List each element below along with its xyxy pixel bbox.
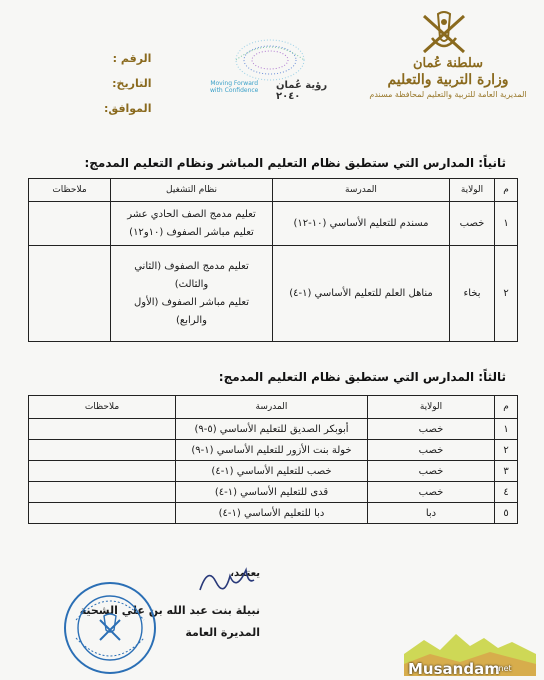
- row-gov: خصب: [368, 419, 495, 440]
- system-line: تعليم مباشر الصفوف (الأول: [133, 296, 249, 308]
- vision-title: رؤية عُمان: [276, 80, 328, 91]
- table-row: [29, 202, 518, 246]
- row-num: ٢: [495, 246, 518, 342]
- row-system: [111, 246, 273, 342]
- system-line: والرابع): [176, 314, 207, 326]
- row-gov: خصب: [368, 461, 495, 482]
- row-num: ١: [495, 202, 518, 246]
- system-line: والثالث): [174, 278, 209, 290]
- col-notes: ملاحظات: [29, 179, 111, 202]
- vision-swirl-icon: [210, 34, 330, 84]
- signatory-role: المديرة العامة: [185, 626, 260, 639]
- section3-title: ثالثاً: المدارس التي ستطبق نظام التعليم المدمج:: [218, 370, 506, 384]
- row-notes: [29, 202, 111, 246]
- handwritten-signature-icon: [196, 562, 256, 596]
- corresponding-label: الموافق:: [104, 102, 152, 115]
- ministry-directorate: المديرية العامة للتربية والتعليم لمحافظة مسندم: [369, 90, 527, 99]
- oman-emblem-icon: [414, 8, 474, 60]
- row-notes: [29, 440, 176, 461]
- ministry-name: وزارة التربية والتعليم: [387, 72, 509, 88]
- row-school: مسندم للتعليم الأساسي (١٠-١٢): [273, 202, 450, 246]
- section3-table: [28, 395, 518, 524]
- row-school: أبوبكر الصديق للتعليم الأساسي (٥-٩): [176, 419, 368, 440]
- system-line: تعليم مدمج الصف الحادي عشر: [127, 208, 256, 220]
- letter-meta: [104, 52, 151, 127]
- row-school: خولة بنت الأزور للتعليم الأساسي (١-٩): [176, 440, 368, 461]
- table-row: [29, 246, 518, 342]
- watermark-text: Musandam: [408, 660, 500, 678]
- system-line: تعليم مباشر الصفوف (١٠و١٢): [129, 226, 254, 238]
- approve-label: يعتمد،: [230, 568, 260, 579]
- table-row: [29, 461, 518, 482]
- row-gov: خصب: [368, 440, 495, 461]
- row-gov: خصب: [368, 482, 495, 503]
- row-num: ٥: [495, 503, 518, 524]
- signatory-name: نبيلة بنت عبد الله بن علي الشحية: [79, 604, 260, 617]
- col-school: المدرسة: [176, 396, 368, 419]
- vision-slogan-2: with Confidence: [210, 87, 259, 94]
- row-num: ٣: [495, 461, 518, 482]
- vision-2040-logo: [210, 34, 330, 104]
- row-notes: [29, 482, 176, 503]
- ministry-country: سلطنة عُمان: [412, 56, 484, 71]
- row-notes: [29, 246, 111, 342]
- row-num: ٢: [495, 440, 518, 461]
- vision-slogan-1: Moving Forward: [210, 80, 259, 87]
- watermark-suffix: .net: [496, 664, 512, 673]
- section2-table: [28, 178, 518, 342]
- col-gov: الولاية: [368, 396, 495, 419]
- ref-label: الرقم :: [112, 52, 152, 65]
- col-num: م: [495, 396, 518, 419]
- col-num: م: [495, 179, 518, 202]
- system-line: تعليم مدمج الصفوف (الثاني: [134, 260, 249, 272]
- row-gov: دبا: [368, 503, 495, 524]
- table-row: [29, 482, 518, 503]
- row-system: [111, 202, 273, 246]
- row-school: دبا للتعليم الأساسي (١-٤): [176, 503, 368, 524]
- row-gov: خصب: [450, 202, 495, 246]
- row-notes: [29, 503, 176, 524]
- row-notes: [29, 461, 176, 482]
- row-school: خصب للتعليم الأساسي (١-٤): [176, 461, 368, 482]
- col-gov: الولاية: [450, 179, 495, 202]
- ministry-header: [368, 56, 528, 99]
- row-school: قدى للتعليم الأساسي (١-٤): [176, 482, 368, 503]
- vision-year: ٢٠٤٠: [276, 91, 301, 102]
- row-num: ١: [495, 419, 518, 440]
- row-school: مناهل العلم للتعليم الأساسي (١-٤): [273, 246, 450, 342]
- official-stamp-icon: [62, 580, 158, 676]
- col-notes: ملاحظات: [29, 396, 176, 419]
- row-notes: [29, 419, 176, 440]
- row-gov: بخاء: [450, 246, 495, 342]
- table-row: [29, 419, 518, 440]
- col-system: نظام التشغيل: [111, 179, 273, 202]
- table-row: [29, 440, 518, 461]
- col-school: المدرسة: [273, 179, 450, 202]
- row-num: ٤: [495, 482, 518, 503]
- section2-title: ثانياً: المدارس التي ستطبق نظام التعليم المباشر ونظام التعليم المدمج:: [84, 156, 506, 170]
- date-label: التاريخ:: [112, 77, 152, 90]
- table-row: [29, 503, 518, 524]
